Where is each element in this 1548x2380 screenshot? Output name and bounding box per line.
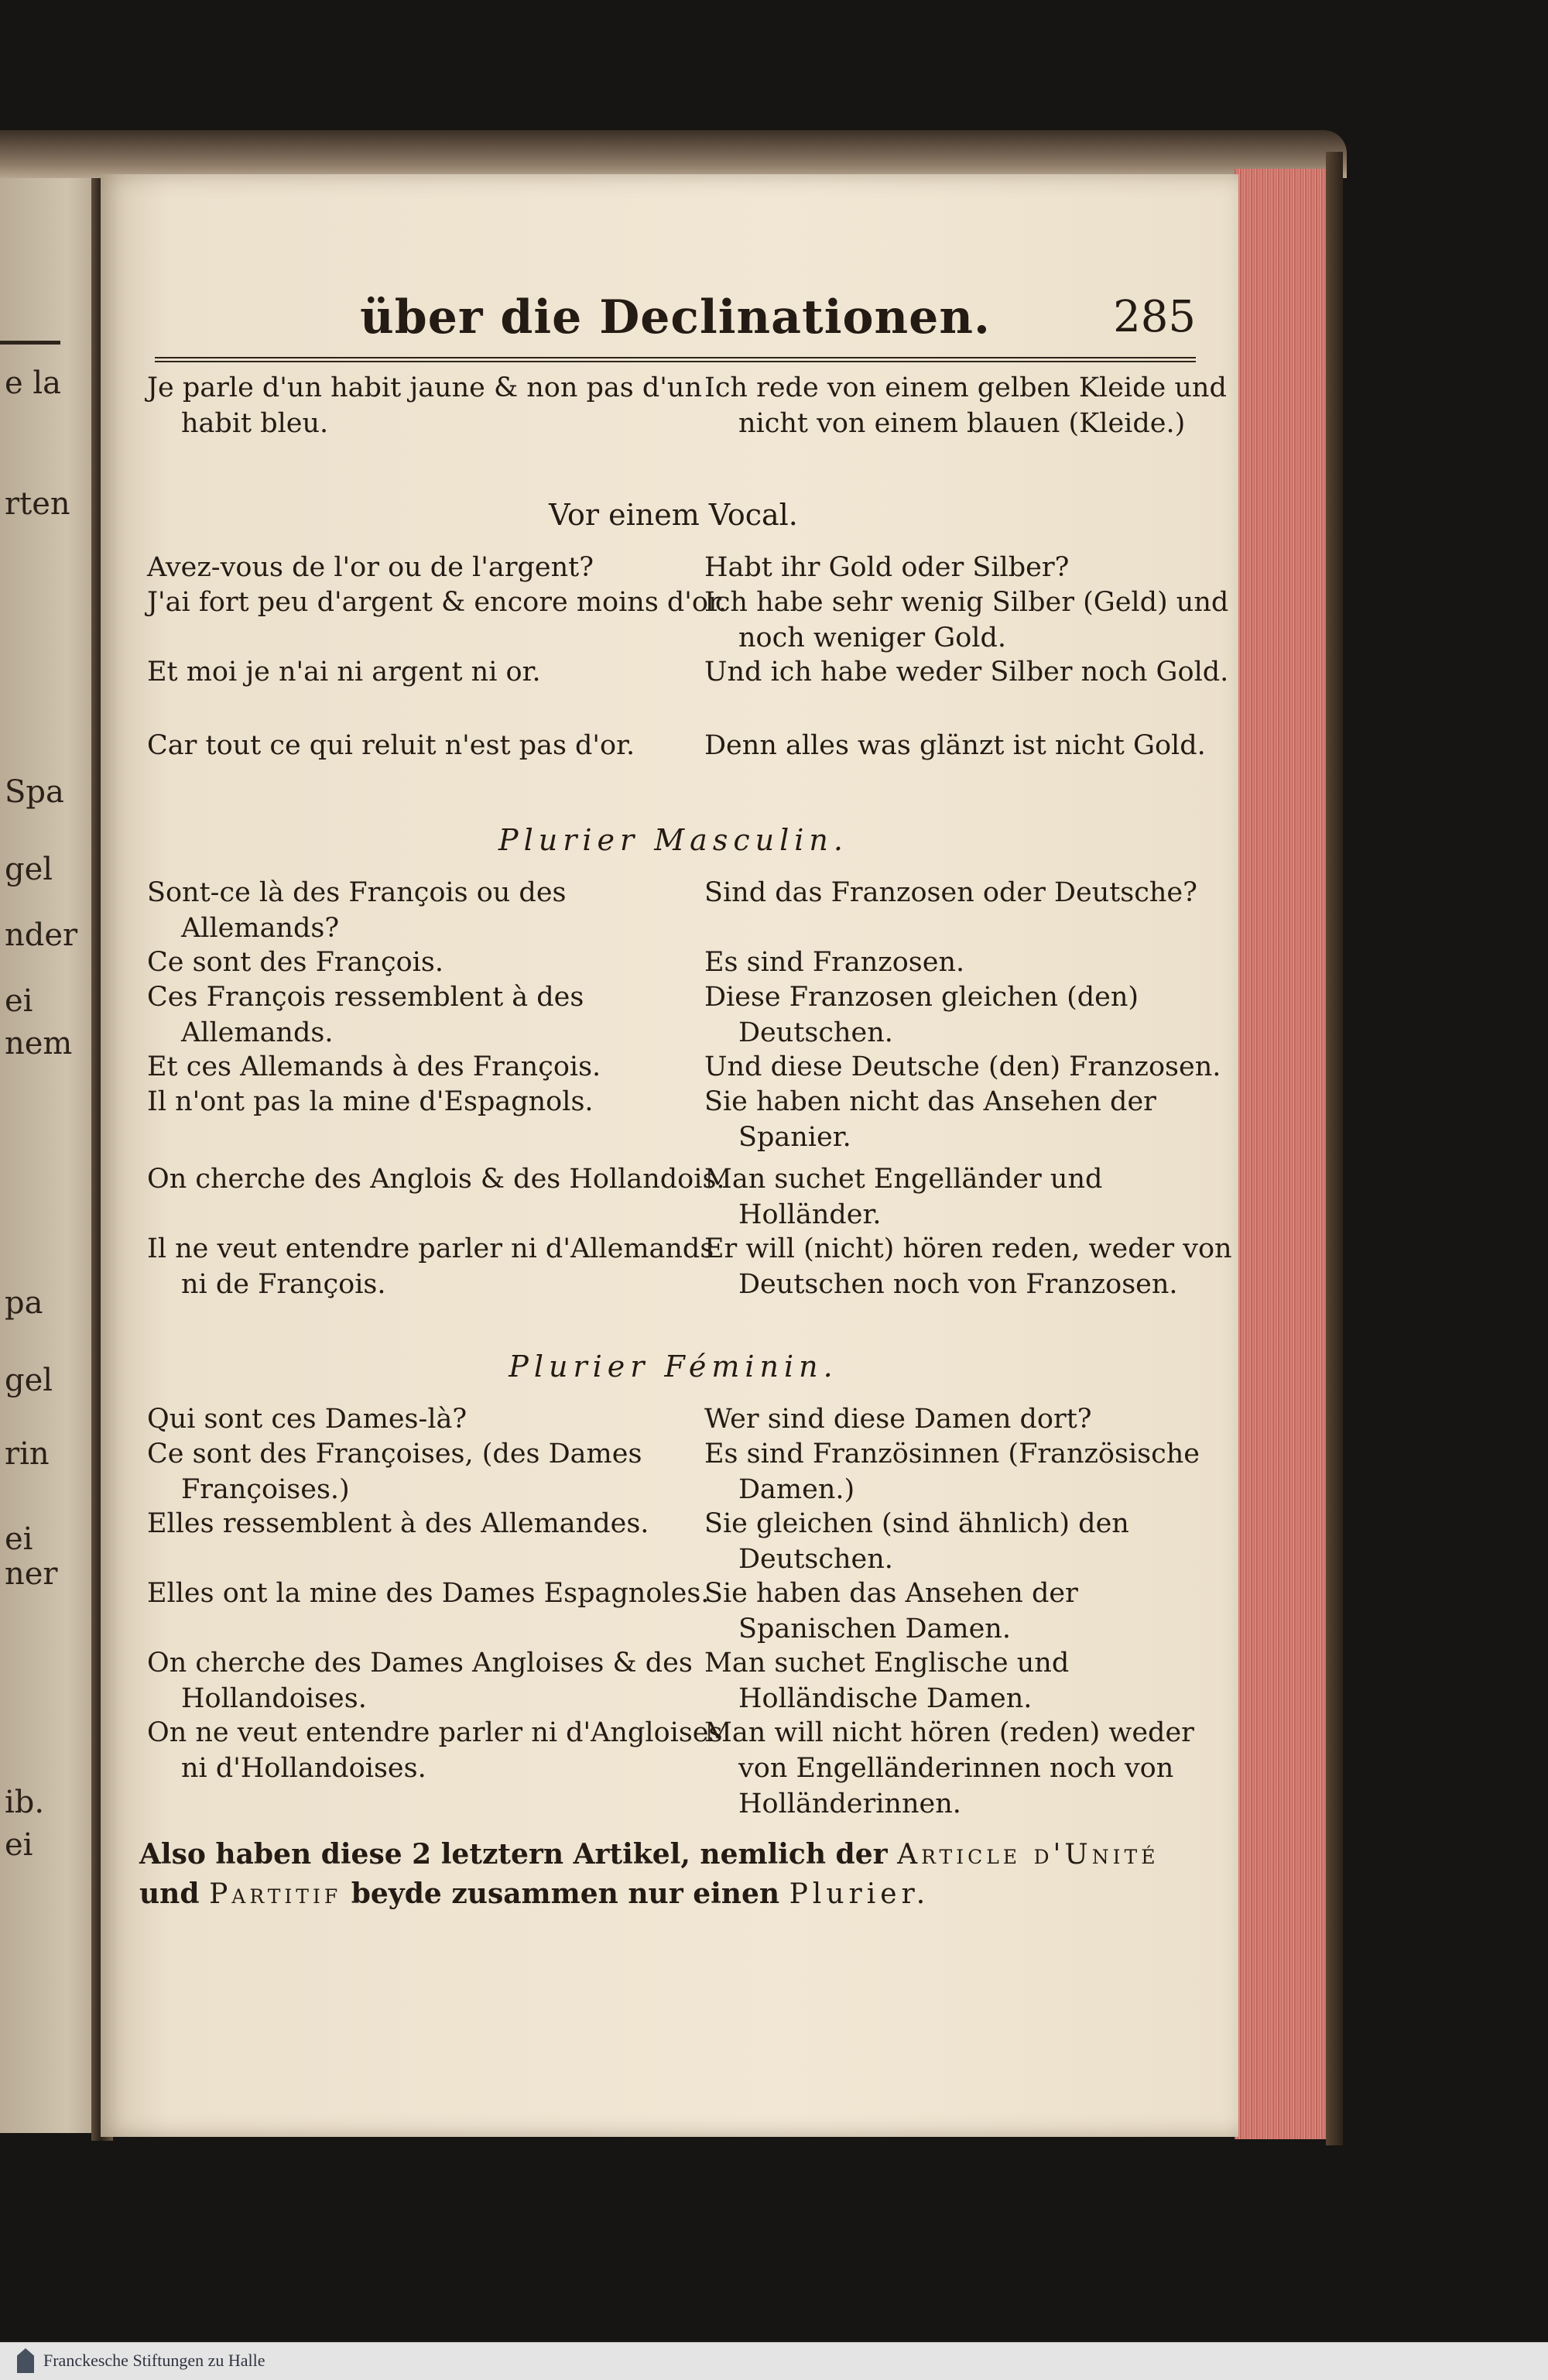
page-edges <box>1235 169 1331 2139</box>
german-text: Ich rede von einem gelben Kleide und nicht von einem blauen (Kleide.) <box>704 372 1227 439</box>
running-title: über die Declinationen. <box>360 290 991 345</box>
french-text: On cherche des Anglois & des Hollandois. <box>147 1164 725 1195</box>
left-fragment: ib. <box>5 1785 45 1820</box>
german-text: Sie gleichen (sind ähnlich) den Deutschen. <box>704 1508 1129 1575</box>
french-text: On ne veut entendre parler ni d'Angloises ni d'Hollandoises. <box>147 1717 723 1784</box>
german-text: Man will nicht hören (reden) weder von Engelländerinnen noch von Holländerinnen. <box>704 1717 1194 1819</box>
book-cover-right <box>1326 152 1343 2145</box>
left-fragment: gel <box>5 852 53 887</box>
german-text: Habt ihr Gold oder Silber? <box>704 552 1070 583</box>
french-text: Et moi je n'ai ni argent ni or. <box>147 657 541 688</box>
note-text: beyde zusammen nur einen <box>351 1878 780 1910</box>
left-fragment: ei <box>5 1521 33 1557</box>
header-rule <box>155 357 1196 362</box>
left-fragment: pa <box>5 1285 43 1321</box>
german-text: Es sind Franzosen. <box>704 947 965 978</box>
institution-logo-icon <box>17 2348 34 2373</box>
page-number: 285 <box>1113 292 1196 342</box>
german-text: Und diese Deutsche (den) Franzosen. <box>704 1051 1221 1082</box>
french-text: Je parle d'un habit jaune & non pas d'un habit bleu. <box>147 372 703 439</box>
french-text: Car tout ce qui reluit n'est pas d'or. <box>147 730 635 761</box>
french-text: Sont-ce là des François ou des Allemands? <box>147 877 567 944</box>
german-text: Er will (nicht) hören reden, weder von Deutschen noch von Franzosen. <box>704 1233 1232 1300</box>
french-text: Elles ressemblent à des Allemandes. <box>147 1508 649 1539</box>
section-heading: Plurier Masculin. <box>498 823 848 857</box>
section-heading: Vor einem Vocal. <box>549 498 798 532</box>
french-text: J'ai fort peu d'argent & encore moins d'or. <box>147 587 728 618</box>
note-term: Partitif <box>209 1878 342 1910</box>
right-page <box>101 174 1238 2137</box>
french-text: Elles ont la mine des Dames Espagnoles. <box>147 1578 710 1609</box>
source-bar <box>0 2342 1548 2380</box>
french-text: Il ne veut entendre parler ni d'Allemands ni de François. <box>147 1233 714 1300</box>
french-text: Il n'ont pas la mine d'Espagnols. <box>147 1086 594 1117</box>
book-cover-top <box>0 130 1347 178</box>
german-text: Sind das Franzosen oder Deutsche? <box>704 877 1197 908</box>
left-fragment: gel <box>5 1363 53 1398</box>
left-fragment: nder <box>5 917 78 953</box>
note-term: Article d'Unité <box>897 1839 1159 1871</box>
french-text: Ces François ressemblent à des Allemands. <box>147 982 584 1048</box>
german-text: Man suchet Engelländer und Holländer. <box>704 1164 1103 1230</box>
left-fragment: ner <box>5 1556 58 1592</box>
left-fragment: rin <box>5 1436 50 1472</box>
german-text: Ich habe sehr wenig Silber (Geld) und noch weniger Gold. <box>704 587 1229 653</box>
french-text: Et ces Allemands à des François. <box>147 1051 601 1082</box>
left-fragment: nem <box>5 1026 73 1061</box>
german-text: Man suchet Englische und Holländische Damen. <box>704 1648 1070 1714</box>
german-text: Wer sind diese Damen dort? <box>704 1404 1092 1435</box>
left-fragment: ei <box>5 1827 33 1863</box>
french-text: Ce sont des Françoises, (des Dames Françoises.) <box>147 1439 642 1505</box>
left-fragment: Spa <box>5 774 64 810</box>
left-fragment: rten <box>5 486 70 522</box>
left-page-rule <box>0 341 60 345</box>
german-text: Sie haben das Ansehen der Spanischen Damen. <box>704 1578 1078 1644</box>
left-fragment: e la <box>5 365 62 401</box>
closing-note <box>139 1835 1200 1914</box>
french-text: On cherche des Dames Angloises & des Hollandoises. <box>147 1648 693 1714</box>
french-text: Avez-vous de l'or ou de l'argent? <box>147 552 594 583</box>
left-fragment: ei <box>5 983 33 1019</box>
note-text: und <box>139 1878 200 1910</box>
section-heading: Plurier Féminin. <box>509 1349 838 1384</box>
german-text: Denn alles was glänzt ist nicht Gold. <box>704 730 1206 761</box>
german-text: Es sind Französinnen (Französische Damen.) <box>704 1439 1200 1505</box>
french-text: Qui sont ces Dames-là? <box>147 1404 467 1435</box>
german-text: Diese Franzosen gleichen (den) Deutschen. <box>704 982 1139 1048</box>
german-text: Sie haben nicht das Ansehen der Spanier. <box>704 1086 1156 1153</box>
german-text: Und ich habe weder Silber noch Gold. <box>704 657 1229 688</box>
note-text: Also haben diese 2 letztern Artikel, nemlich der <box>139 1838 888 1871</box>
french-text: Ce sont des François. <box>147 947 444 978</box>
source-label: Franckesche Stiftungen zu Halle <box>43 2351 265 2370</box>
note-term: Plurier. <box>789 1878 930 1910</box>
page-header <box>155 290 1196 352</box>
